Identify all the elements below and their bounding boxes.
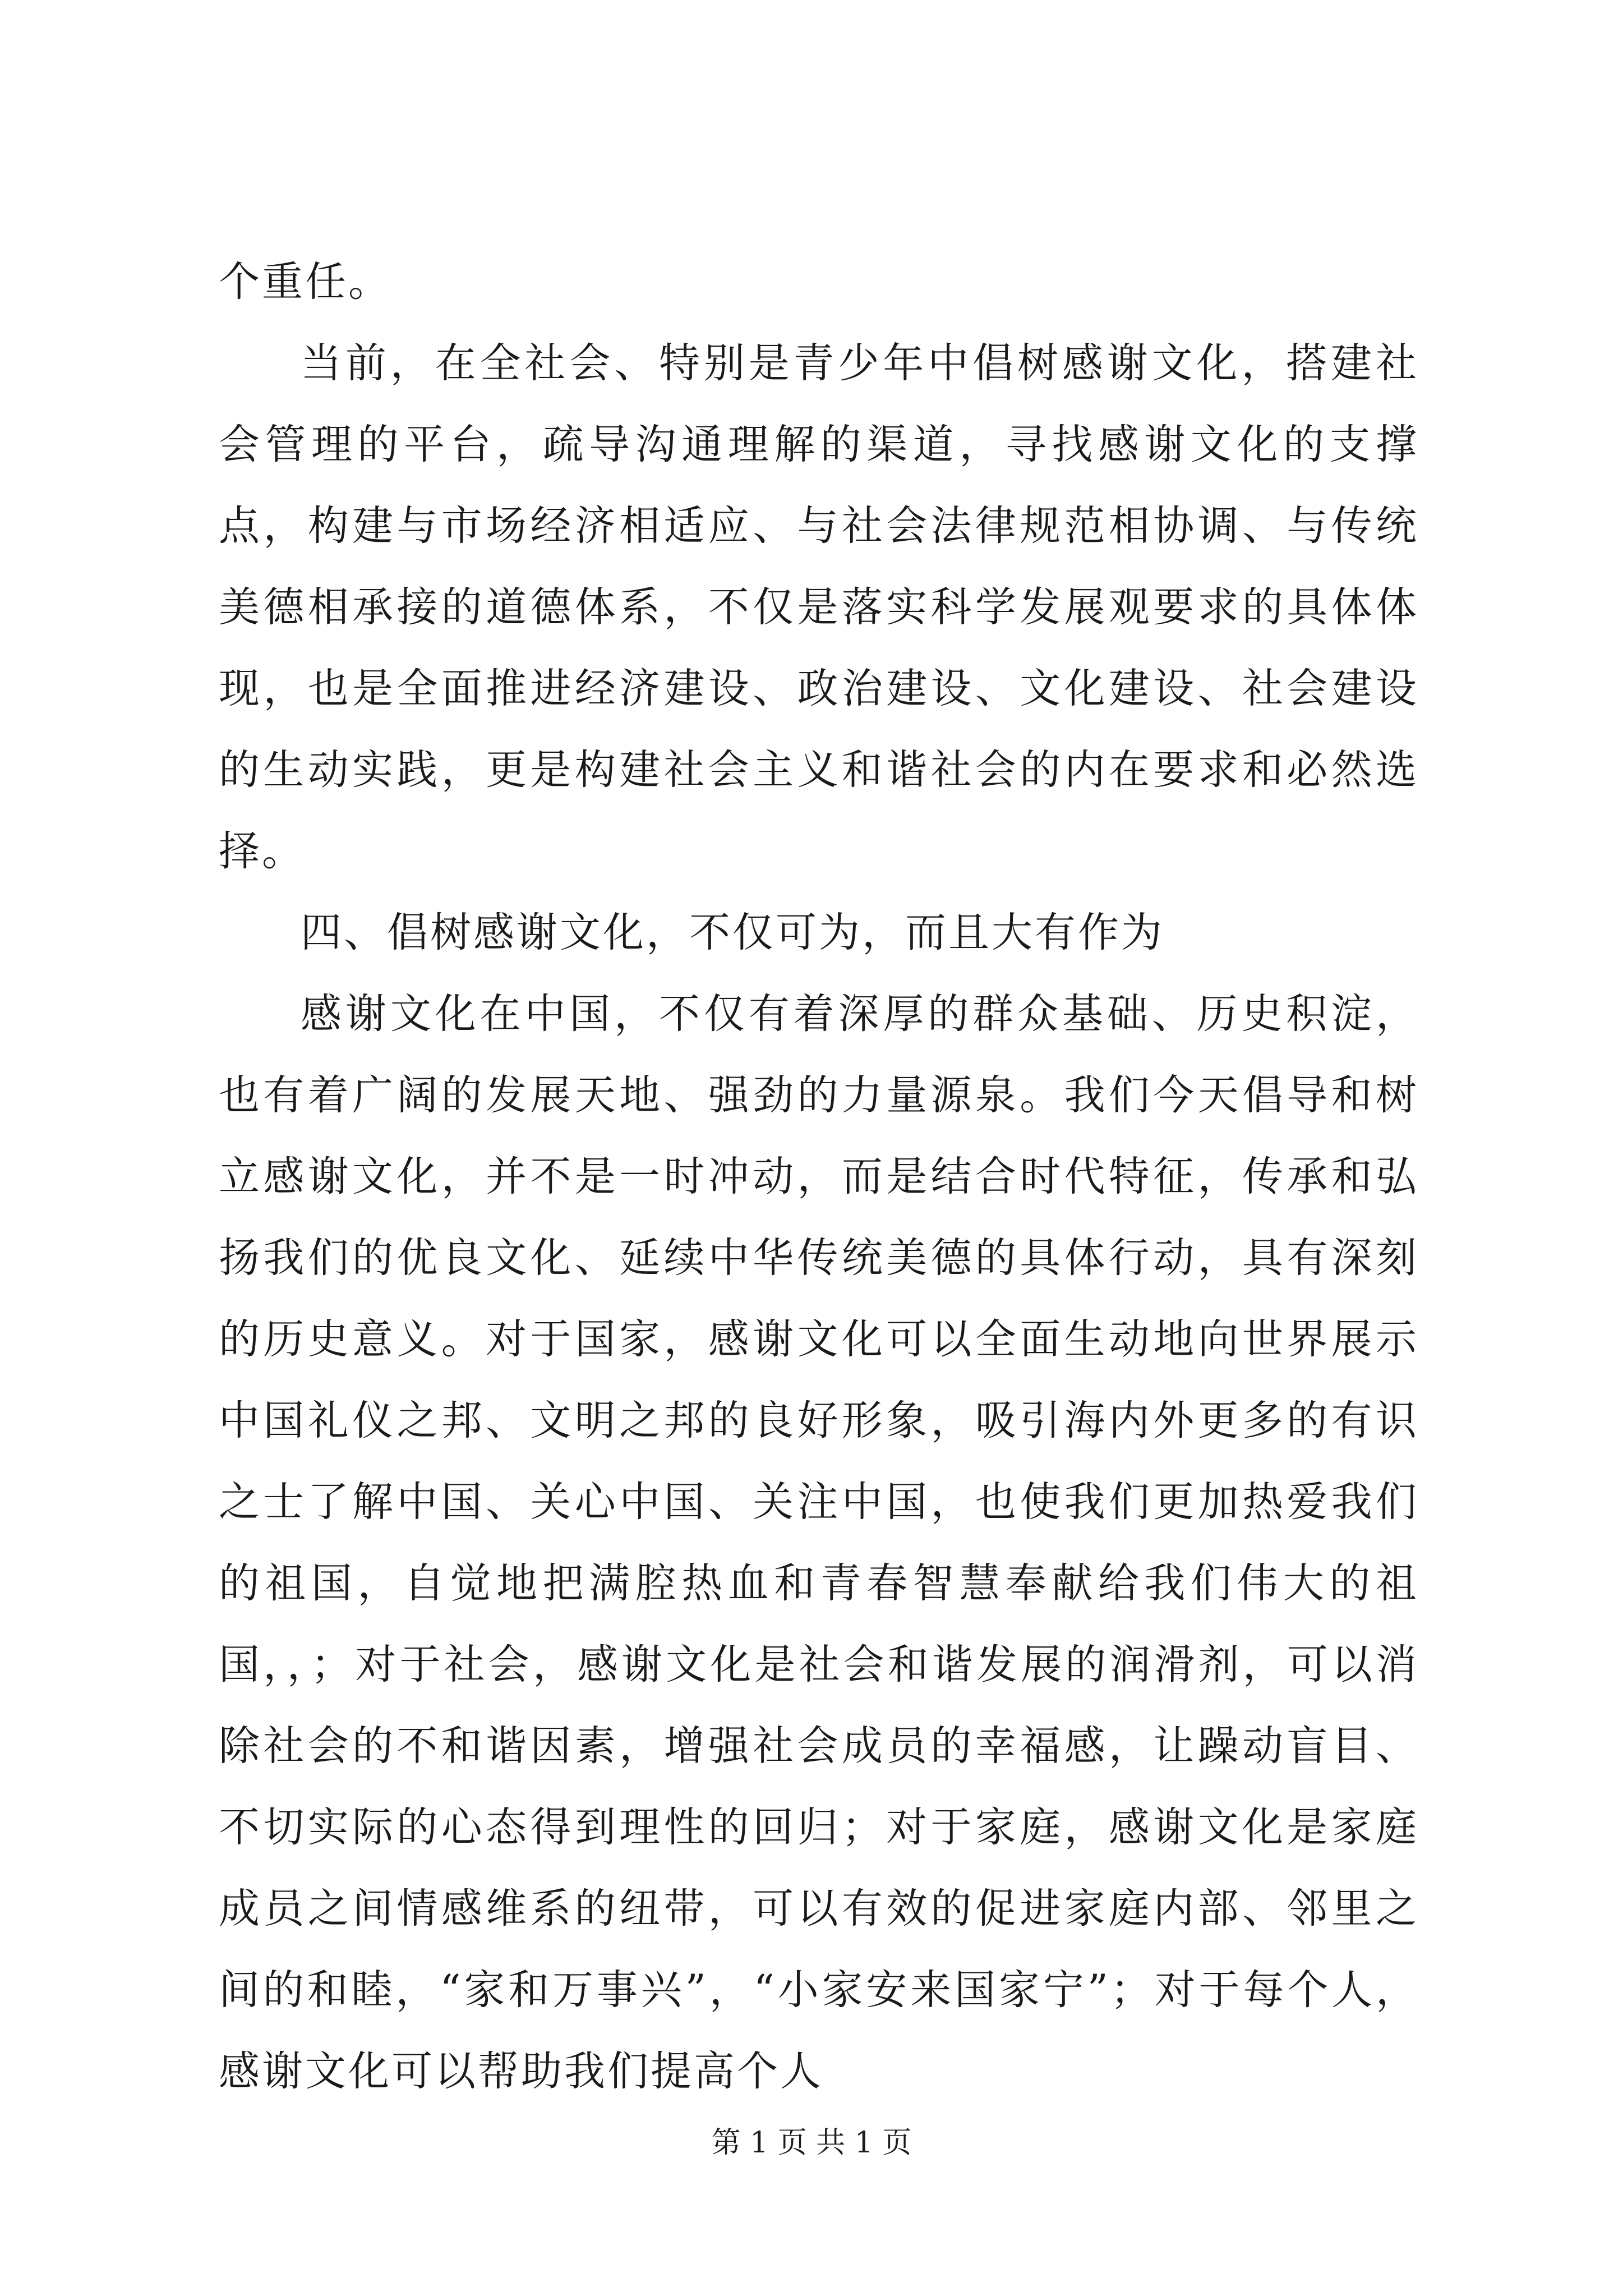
paragraph-1: 个重任。 <box>219 258 391 306</box>
page-footer: 第 1 页 共 1 页 <box>711 2126 912 2160</box>
document-body <box>219 241 1419 2112</box>
section-heading-4: 四、倡树感谢文化，不仅可为，而且大有作为 <box>301 909 1164 956</box>
paragraph-2: 当前，在全社会、特别是青少年中倡树感谢文化，搭建社会管理的平台，疏导沟通理解的渠道，寻找感谢文化的支撑点，构建与市场经济相适应、与社会法律规范相协调、与传统美德相承接的道德体系，不仅是落实科学发展观要求的具体体现，也是全面推进经济建设、政治建设、文化建设、社会建设的生动实践，更是构建社会主义和谐社会的内在要求和必然选择。 <box>219 339 1419 875</box>
paragraph-3: 感谢文化在中国，不仅有着深厚的群众基础、历史积淀，也有着广阔的发展天地、强劲的力量源泉。我们今天倡导和树立感谢文化，并不是一时冲动，而是结合时代特征，传承和弘扬我们的优良文化、延续中华传统美德的具体行动，具有深刻的历史意义。对于国家，感谢文化可以全面生动地向世界展示中国礼仪之邦、文明之邦的良好形象，吸引海内外更多的有识之士了解中国、关心中国、关注中国，也使我们更加热爱我们的祖国，自觉地把满腔热血和青春智慧奉献给我们伟大的祖国，，；对于社会，感谢文化是社会和谐发展的润滑剂，可以消除社会的不和谐因素，增强社会成员的幸福感，让躁动盲目、不切实际的心态得到理性的回归；对于家庭，感谢文化是家庭成员之间情感维系的纽带，可以有效的促进家庭内部、邻里之间的和睦，“家和万事兴”，“小家安来国家宁”；对于每个人，感谢文化可以帮助我们提高个人 <box>219 990 1419 2095</box>
